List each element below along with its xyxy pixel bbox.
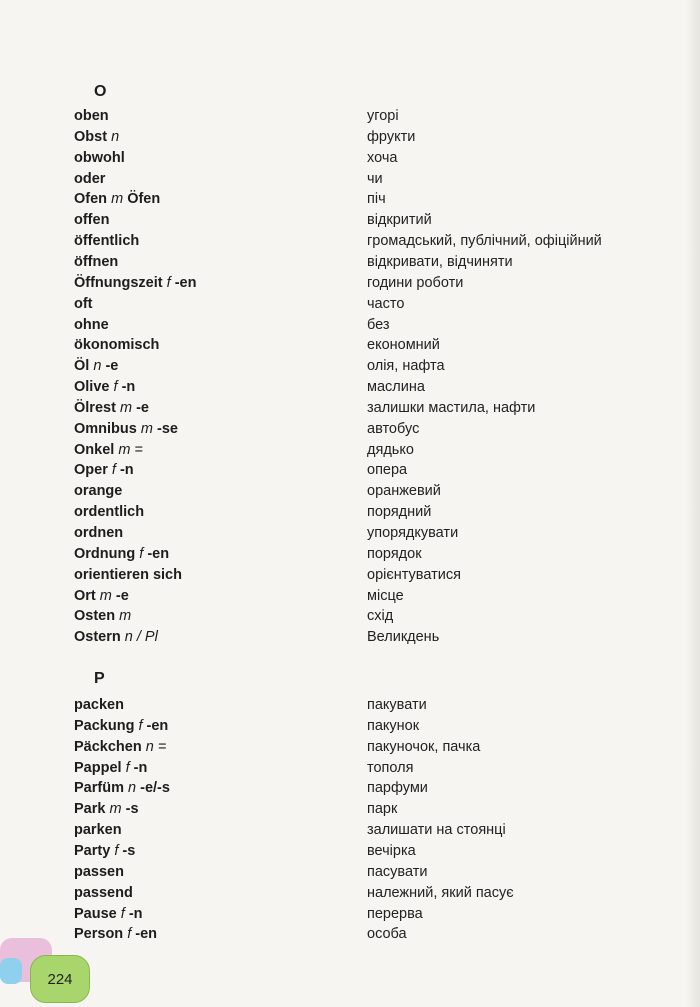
dictionary-entry — [0, 481, 700, 501]
ukrainian-translation: вечірка — [367, 842, 416, 859]
headword-text: packen — [74, 697, 124, 713]
headword-text: Päckchen — [74, 738, 142, 755]
ukrainian-translation: дядько — [367, 441, 414, 458]
german-headword — [74, 904, 143, 924]
ukrainian-translation: години роботи — [367, 274, 464, 291]
page-number: 224 — [47, 970, 73, 988]
german-headword — [74, 695, 124, 715]
grammar-gender: m = — [118, 441, 143, 458]
grammar-gender: f — [127, 926, 132, 943]
grammar-gender: n — [128, 780, 137, 797]
plural-form: -en — [147, 545, 170, 562]
dictionary-entry — [0, 778, 700, 798]
dictionary-entry — [0, 841, 700, 861]
dictionary-entry — [0, 820, 700, 840]
plural-form: -n — [133, 759, 148, 776]
grammar-gender: f — [113, 379, 118, 396]
dictionary-entry — [0, 523, 700, 543]
ukrainian-translation: хоча — [367, 149, 398, 166]
german-headword — [74, 273, 196, 293]
grammar-gender: n / Pl — [124, 629, 158, 646]
grammar-gender: m — [109, 801, 122, 818]
headword-text: Pappel — [74, 759, 122, 776]
plural-form: -s — [125, 801, 139, 818]
ukrainian-translation: піч — [367, 191, 386, 208]
ukrainian-translation: упорядкувати — [367, 525, 459, 541]
dictionary-entry — [0, 315, 700, 335]
ukrainian-translation: належний, який пасує — [367, 884, 514, 901]
german-headword — [74, 716, 168, 736]
german-headword — [74, 586, 129, 606]
headword-text: parken — [74, 822, 122, 839]
grammar-gender: m — [119, 399, 133, 416]
grammar-gender: m — [111, 191, 124, 208]
headword-text: oft — [74, 295, 93, 312]
ukrainian-translation: місце — [367, 587, 404, 604]
german-headword — [74, 565, 182, 585]
plural-form: -n — [119, 462, 134, 479]
german-headword — [74, 758, 147, 778]
plural-form: -n — [121, 379, 136, 396]
dictionary-entry — [0, 189, 700, 209]
plural-form: -n — [128, 905, 143, 922]
ukrainian-translation: автобус — [367, 420, 420, 437]
section-letter-p: P — [94, 670, 105, 687]
german-headword — [74, 883, 133, 903]
dictionary-entry — [0, 883, 700, 903]
plural-form: -e — [115, 587, 129, 604]
german-headword — [74, 252, 118, 272]
headword-text: ordnen — [74, 525, 124, 541]
ukrainian-translation: перерва — [367, 905, 423, 922]
dictionary-entry — [0, 419, 700, 439]
headword-text: Ölrest — [74, 399, 116, 416]
headword-text: Oper — [74, 462, 108, 479]
ukrainian-translation: фрукти — [367, 128, 416, 145]
ukrainian-translation: парк — [367, 801, 398, 818]
headword-text: öffnen — [74, 253, 119, 270]
dictionary-entry — [0, 862, 700, 882]
german-headword — [74, 398, 149, 418]
dictionary-entry — [0, 716, 700, 736]
ukrainian-translation: особа — [367, 926, 407, 943]
headword-text: Ort — [74, 587, 96, 604]
ukrainian-translation: залишати на стоянці — [367, 822, 506, 839]
dictionary-entry — [0, 169, 700, 189]
dictionary-entry — [0, 904, 700, 924]
german-headword — [74, 127, 119, 147]
german-headword — [74, 544, 169, 564]
dictionary-entry — [0, 627, 700, 647]
headword-text: Park — [74, 801, 106, 818]
headword-text: Packung — [74, 717, 135, 734]
dictionary-entry — [0, 273, 700, 293]
dictionary-entry — [0, 758, 700, 778]
grammar-gender: n = — [145, 738, 167, 755]
ukrainian-translation: угорі — [367, 108, 399, 124]
ukrainian-translation: відкривати, відчиняти — [367, 253, 513, 270]
german-headword — [74, 924, 157, 944]
headword-text: orange — [74, 483, 123, 500]
dictionary-entry — [0, 356, 700, 376]
dictionary-entry — [0, 586, 700, 606]
dictionary-entry — [0, 737, 700, 757]
ukrainian-translation: парфуми — [367, 780, 428, 797]
ukrainian-translation: орієнтуватися — [367, 566, 461, 583]
grammar-gender: f — [120, 905, 125, 922]
headword-text: Omnibus — [74, 420, 137, 437]
plural-form: -e — [105, 358, 119, 375]
dictionary-entry — [0, 127, 700, 147]
headword-text: passen — [74, 863, 124, 880]
german-headword — [74, 210, 109, 230]
headword-text: ökonomisch — [74, 337, 160, 354]
dictionary-entry — [0, 565, 700, 585]
dictionary-entry — [0, 398, 700, 418]
dictionary-entry — [0, 148, 700, 168]
german-headword — [74, 841, 135, 861]
plural-form: -e — [136, 399, 149, 416]
grammar-gender: m — [140, 420, 153, 437]
german-headword — [74, 778, 170, 798]
german-headword — [74, 377, 135, 397]
grammar-gender: f — [139, 545, 144, 562]
plural-form: -en — [174, 274, 197, 291]
ukrainian-translation: залишки мастила, нафти — [367, 399, 536, 416]
headword-text: Party — [74, 842, 111, 859]
german-headword — [74, 189, 160, 209]
ukrainian-translation: пакувати — [367, 697, 427, 713]
ukrainian-translation: схід — [367, 608, 394, 625]
dictionary-entry — [0, 377, 700, 397]
headword-text: Pause — [74, 905, 117, 922]
grammar-gender: f — [166, 274, 171, 291]
dictionary-entry — [0, 335, 700, 355]
plural-form: -en — [135, 926, 158, 943]
headword-text: Obst — [74, 128, 108, 145]
ukrainian-translation: часто — [367, 295, 405, 312]
ukrainian-translation: маслина — [367, 379, 425, 396]
dictionary-entry — [0, 502, 700, 522]
plural-form: -se — [157, 420, 178, 437]
plural-form: Öfen — [127, 191, 161, 208]
german-headword — [74, 799, 139, 819]
headword-text: offen — [74, 212, 110, 229]
german-headword — [74, 606, 131, 626]
dictionary-entry — [0, 460, 700, 480]
german-headword — [74, 294, 93, 314]
german-headword — [74, 737, 166, 757]
ukrainian-translation: олія, нафта — [367, 358, 445, 375]
headword-text: ordentlich — [74, 504, 145, 521]
grammar-gender: f — [114, 842, 119, 859]
headword-text: Öffnungszeit — [74, 274, 163, 291]
headword-text: passend — [74, 884, 133, 901]
plural-form: -s — [122, 842, 136, 859]
dictionary-entry — [0, 695, 700, 715]
ukrainian-translation: пакунок — [367, 717, 420, 734]
ukrainian-translation: громадський, публічний, офіційний — [367, 233, 602, 250]
headword-text: Onkel — [74, 441, 115, 458]
page-number-badge — [30, 955, 90, 1003]
ukrainian-translation: опера — [367, 462, 408, 479]
ukrainian-translation: відкритий — [367, 212, 432, 229]
german-headword — [74, 315, 109, 335]
german-headword — [74, 627, 158, 647]
grammar-gender: f — [111, 462, 116, 479]
german-headword — [74, 356, 118, 376]
german-headword — [74, 481, 122, 501]
german-headword — [74, 502, 144, 522]
dictionary-entry — [0, 231, 700, 251]
headword-text: Person — [74, 926, 124, 943]
plural-form: -e/-s — [140, 780, 170, 797]
dictionary-entry — [0, 799, 700, 819]
dictionary-entry — [0, 106, 700, 126]
grammar-gender: m — [99, 587, 112, 604]
headword-text: Parfüm — [74, 780, 124, 797]
ukrainian-translation: економний — [367, 337, 440, 354]
german-headword — [74, 419, 178, 439]
headword-text: öffentlich — [74, 233, 140, 250]
german-headword — [74, 820, 122, 840]
dictionary-entry — [0, 210, 700, 230]
german-headword — [74, 460, 134, 480]
dictionary-entry — [0, 294, 700, 314]
dictionary-entry — [0, 544, 700, 564]
german-headword — [74, 148, 125, 168]
headword-text: Ostern — [74, 629, 121, 646]
grammar-gender: f — [125, 759, 130, 776]
german-headword — [74, 169, 105, 189]
grammar-gender: f — [138, 717, 143, 734]
ukrainian-translation: пакуночок, пачка — [367, 738, 481, 755]
german-headword — [74, 106, 109, 126]
dictionary-entry — [0, 606, 700, 626]
headword-text: oben — [74, 108, 109, 124]
ukrainian-translation: порядок — [367, 545, 422, 562]
grammar-gender: n — [93, 358, 102, 375]
headword-text: ohne — [74, 316, 109, 333]
ukrainian-translation: Великдень — [367, 629, 440, 646]
german-headword — [74, 862, 124, 882]
dictionary-entry — [0, 924, 700, 944]
ukrainian-translation: тополя — [367, 759, 414, 776]
headword-text: obwohl — [74, 149, 125, 166]
decorative-badge-blue — [0, 958, 22, 984]
dictionary-entry — [0, 440, 700, 460]
german-headword — [74, 523, 123, 543]
ukrainian-translation: чи — [367, 170, 383, 187]
headword-text: Ordnung — [74, 545, 136, 562]
ukrainian-translation: оранжевий — [367, 483, 441, 500]
headword-text: orientieren sich — [74, 566, 182, 583]
grammar-gender: m — [119, 608, 132, 625]
ukrainian-translation: без — [367, 316, 390, 333]
german-headword — [74, 440, 143, 460]
headword-text: oder — [74, 170, 106, 187]
ukrainian-translation: порядний — [367, 504, 432, 521]
headword-text: Ofen — [74, 191, 108, 208]
headword-text: Osten — [74, 608, 116, 625]
headword-text: Öl — [74, 358, 90, 375]
section-letter-o: O — [94, 83, 107, 100]
ukrainian-translation: пасувати — [367, 863, 428, 880]
dictionary-entry — [0, 252, 700, 272]
german-headword — [74, 231, 139, 251]
grammar-gender: n — [111, 128, 120, 145]
headword-text: Olive — [74, 379, 110, 396]
plural-form: -en — [146, 717, 169, 734]
german-headword — [74, 335, 159, 355]
